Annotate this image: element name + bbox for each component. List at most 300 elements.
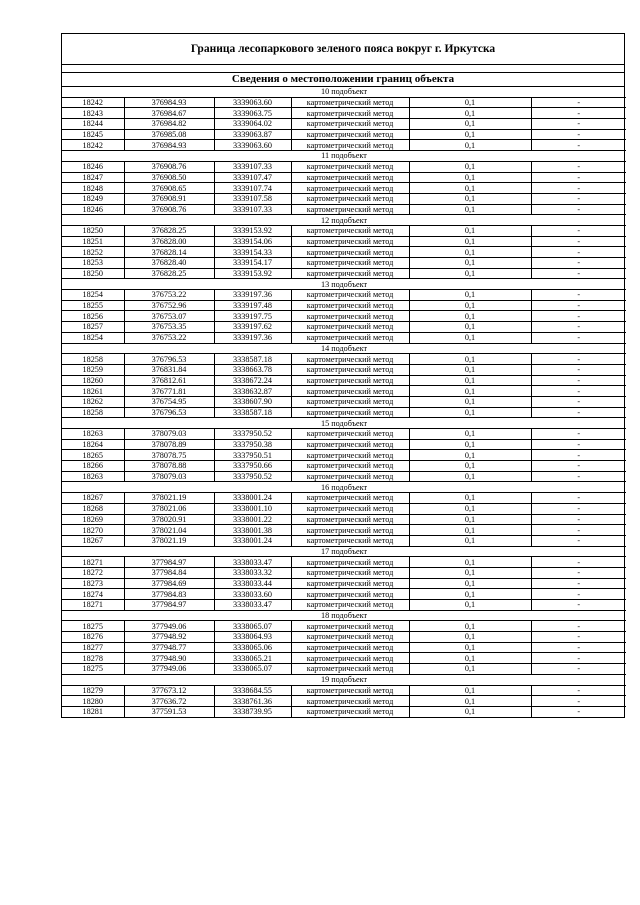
method-cell: картометрический метод <box>291 461 409 472</box>
point-number-cell: 18269 <box>62 514 124 525</box>
description-cell: - <box>531 311 626 322</box>
point-number-cell: 18259 <box>62 364 124 375</box>
y-coordinate-cell: 3338663.78 <box>214 364 291 375</box>
x-coordinate-cell: 377984.97 <box>124 600 214 611</box>
x-coordinate-cell: 376828.25 <box>124 268 214 279</box>
method-cell: картометрический метод <box>291 258 409 269</box>
table-row <box>62 311 626 322</box>
y-coordinate-cell: 3337950.52 <box>214 429 291 440</box>
table-row <box>62 386 626 397</box>
table-row <box>62 364 626 375</box>
accuracy-cell: 0,1 <box>409 664 531 675</box>
point-number-cell: 18252 <box>62 247 124 258</box>
y-coordinate-cell: 3338587.18 <box>214 407 291 418</box>
table-row <box>62 503 626 514</box>
subobject-label: 13 подобъект <box>62 279 626 290</box>
description-cell: - <box>531 258 626 269</box>
description-cell: - <box>531 514 626 525</box>
method-cell: картометрический метод <box>291 119 409 130</box>
accuracy-cell: 0,1 <box>409 696 531 707</box>
description-cell: - <box>531 97 626 108</box>
accuracy-cell: 0,1 <box>409 706 531 716</box>
y-coordinate-cell: 3339197.48 <box>214 300 291 311</box>
y-coordinate-cell: 3339107.33 <box>214 204 291 215</box>
method-cell: картометрический метод <box>291 685 409 696</box>
table-row <box>62 696 626 707</box>
point-number-cell: 18258 <box>62 407 124 418</box>
y-coordinate-cell: 3339154.17 <box>214 258 291 269</box>
table-row <box>62 642 626 653</box>
coordinates-table <box>62 87 626 717</box>
subobject-label: 14 подобъект <box>62 343 626 354</box>
point-number-cell: 18254 <box>62 332 124 343</box>
table-row <box>62 129 626 140</box>
method-cell: картометрический метод <box>291 354 409 365</box>
point-number-cell: 18245 <box>62 129 124 140</box>
point-number-cell: 18280 <box>62 696 124 707</box>
method-cell: картометрический метод <box>291 450 409 461</box>
x-coordinate-cell: 378021.06 <box>124 503 214 514</box>
subobject-header-row <box>62 151 626 162</box>
y-coordinate-cell: 3338065.06 <box>214 642 291 653</box>
table-row <box>62 685 626 696</box>
description-cell: - <box>531 183 626 194</box>
point-number-cell: 18264 <box>62 439 124 450</box>
method-cell: картометрический метод <box>291 300 409 311</box>
x-coordinate-cell: 376831.84 <box>124 364 214 375</box>
description-cell: - <box>531 578 626 589</box>
point-number-cell: 18243 <box>62 108 124 119</box>
x-coordinate-cell: 378078.88 <box>124 461 214 472</box>
y-coordinate-cell: 3339107.33 <box>214 161 291 172</box>
accuracy-cell: 0,1 <box>409 471 531 482</box>
point-number-cell: 18267 <box>62 493 124 504</box>
accuracy-cell: 0,1 <box>409 642 531 653</box>
accuracy-cell: 0,1 <box>409 578 531 589</box>
subobject-label: 12 подобъект <box>62 215 626 226</box>
subobject-header-row <box>62 546 626 557</box>
method-cell: картометрический метод <box>291 471 409 482</box>
y-coordinate-cell: 3338001.24 <box>214 493 291 504</box>
accuracy-cell: 0,1 <box>409 364 531 375</box>
y-coordinate-cell: 3339063.87 <box>214 129 291 140</box>
description-cell: - <box>531 706 626 716</box>
y-coordinate-cell: 3339064.02 <box>214 119 291 130</box>
description-cell: - <box>531 450 626 461</box>
description-cell: - <box>531 236 626 247</box>
method-cell: картометрический метод <box>291 535 409 546</box>
point-number-cell: 18250 <box>62 225 124 236</box>
y-coordinate-cell: 3338672.24 <box>214 375 291 386</box>
table-row <box>62 290 626 301</box>
x-coordinate-cell: 378021.19 <box>124 493 214 504</box>
x-coordinate-cell: 377984.69 <box>124 578 214 589</box>
accuracy-cell: 0,1 <box>409 247 531 258</box>
document-title: Граница лесопаркового зеленого пояса вокруг г. Иркутска <box>62 34 624 65</box>
subobject-header-row <box>62 418 626 429</box>
table-row <box>62 471 626 482</box>
x-coordinate-cell: 378079.03 <box>124 429 214 440</box>
x-coordinate-cell: 377984.83 <box>124 589 214 600</box>
x-coordinate-cell: 377984.84 <box>124 567 214 578</box>
method-cell: картометрический метод <box>291 557 409 568</box>
table-row <box>62 632 626 643</box>
table-row <box>62 183 626 194</box>
method-cell: картометрический метод <box>291 386 409 397</box>
accuracy-cell: 0,1 <box>409 300 531 311</box>
x-coordinate-cell: 376754.95 <box>124 396 214 407</box>
description-cell: - <box>531 268 626 279</box>
accuracy-cell: 0,1 <box>409 600 531 611</box>
x-coordinate-cell: 377673.12 <box>124 685 214 696</box>
description-cell: - <box>531 600 626 611</box>
accuracy-cell: 0,1 <box>409 653 531 664</box>
description-cell: - <box>531 429 626 440</box>
table-row <box>62 119 626 130</box>
table-row <box>62 396 626 407</box>
table-row <box>62 300 626 311</box>
x-coordinate-cell: 376753.22 <box>124 290 214 301</box>
description-cell: - <box>531 696 626 707</box>
y-coordinate-cell: 3338065.21 <box>214 653 291 664</box>
description-cell: - <box>531 172 626 183</box>
point-number-cell: 18266 <box>62 461 124 472</box>
method-cell: картометрический метод <box>291 653 409 664</box>
method-cell: картометрический метод <box>291 696 409 707</box>
subobject-header-row <box>62 610 626 621</box>
subobject-label: 16 подобъект <box>62 482 626 493</box>
point-number-cell: 18263 <box>62 471 124 482</box>
subobject-label: 17 подобъект <box>62 546 626 557</box>
method-cell: картометрический метод <box>291 632 409 643</box>
method-cell: картометрический метод <box>291 503 409 514</box>
table-row <box>62 429 626 440</box>
accuracy-cell: 0,1 <box>409 557 531 568</box>
point-number-cell: 18262 <box>62 396 124 407</box>
method-cell: картометрический метод <box>291 664 409 675</box>
method-cell: картометрический метод <box>291 429 409 440</box>
x-coordinate-cell: 376771.81 <box>124 386 214 397</box>
accuracy-cell: 0,1 <box>409 129 531 140</box>
point-number-cell: 18248 <box>62 183 124 194</box>
y-coordinate-cell: 3338033.47 <box>214 557 291 568</box>
method-cell: картометрический метод <box>291 439 409 450</box>
accuracy-cell: 0,1 <box>409 258 531 269</box>
accuracy-cell: 0,1 <box>409 429 531 440</box>
y-coordinate-cell: 3338033.32 <box>214 567 291 578</box>
accuracy-cell: 0,1 <box>409 685 531 696</box>
table-row <box>62 258 626 269</box>
point-number-cell: 18265 <box>62 450 124 461</box>
description-cell: - <box>531 332 626 343</box>
x-coordinate-cell: 376828.00 <box>124 236 214 247</box>
table-row <box>62 407 626 418</box>
x-coordinate-cell: 376908.50 <box>124 172 214 183</box>
x-coordinate-cell: 377949.06 <box>124 664 214 675</box>
point-number-cell: 18249 <box>62 193 124 204</box>
y-coordinate-cell: 3339063.60 <box>214 140 291 151</box>
point-number-cell: 18257 <box>62 322 124 333</box>
x-coordinate-cell: 376812.61 <box>124 375 214 386</box>
y-coordinate-cell: 3339154.33 <box>214 247 291 258</box>
accuracy-cell: 0,1 <box>409 311 531 322</box>
x-coordinate-cell: 376984.93 <box>124 97 214 108</box>
subobject-header-row <box>62 674 626 685</box>
description-cell: - <box>531 108 626 119</box>
y-coordinate-cell: 3338001.24 <box>214 535 291 546</box>
x-coordinate-cell: 376984.82 <box>124 119 214 130</box>
subobject-label: 19 подобъект <box>62 674 626 685</box>
table-row <box>62 140 626 151</box>
accuracy-cell: 0,1 <box>409 332 531 343</box>
x-coordinate-cell: 376984.93 <box>124 140 214 151</box>
accuracy-cell: 0,1 <box>409 119 531 130</box>
point-number-cell: 18253 <box>62 258 124 269</box>
method-cell: картометрический метод <box>291 621 409 632</box>
document-page <box>61 33 625 718</box>
table-row <box>62 450 626 461</box>
table-row <box>62 600 626 611</box>
method-cell: картометрический метод <box>291 172 409 183</box>
table-row <box>62 653 626 664</box>
table-row <box>62 589 626 600</box>
method-cell: картометрический метод <box>291 332 409 343</box>
point-number-cell: 18242 <box>62 97 124 108</box>
x-coordinate-cell: 376984.67 <box>124 108 214 119</box>
description-cell: - <box>531 621 626 632</box>
x-coordinate-cell: 376908.76 <box>124 161 214 172</box>
description-cell: - <box>531 290 626 301</box>
method-cell: картометрический метод <box>291 706 409 716</box>
method-cell: картометрический метод <box>291 140 409 151</box>
table-row <box>62 493 626 504</box>
description-cell: - <box>531 140 626 151</box>
method-cell: картометрический метод <box>291 578 409 589</box>
accuracy-cell: 0,1 <box>409 525 531 536</box>
y-coordinate-cell: 3339153.92 <box>214 268 291 279</box>
y-coordinate-cell: 3339107.58 <box>214 193 291 204</box>
method-cell: картометрический метод <box>291 589 409 600</box>
table-row <box>62 268 626 279</box>
subobject-label: 18 подобъект <box>62 610 626 621</box>
table-row <box>62 225 626 236</box>
x-coordinate-cell: 376985.08 <box>124 129 214 140</box>
table-row <box>62 172 626 183</box>
x-coordinate-cell: 377591.53 <box>124 706 214 716</box>
accuracy-cell: 0,1 <box>409 290 531 301</box>
table-row <box>62 706 626 716</box>
x-coordinate-cell: 377949.06 <box>124 621 214 632</box>
description-cell: - <box>531 503 626 514</box>
accuracy-cell: 0,1 <box>409 621 531 632</box>
x-coordinate-cell: 376753.07 <box>124 311 214 322</box>
method-cell: картометрический метод <box>291 97 409 108</box>
y-coordinate-cell: 3338065.07 <box>214 664 291 675</box>
subobject-header-row <box>62 343 626 354</box>
y-coordinate-cell: 3339197.36 <box>214 332 291 343</box>
subobject-label: 11 подобъект <box>62 151 626 162</box>
description-cell: - <box>531 364 626 375</box>
x-coordinate-cell: 376908.65 <box>124 183 214 194</box>
subobject-header-row <box>62 87 626 97</box>
point-number-cell: 18255 <box>62 300 124 311</box>
y-coordinate-cell: 3337950.66 <box>214 461 291 472</box>
point-number-cell: 18263 <box>62 429 124 440</box>
point-number-cell: 18246 <box>62 161 124 172</box>
description-cell: - <box>531 439 626 450</box>
table-row <box>62 332 626 343</box>
y-coordinate-cell: 3339197.62 <box>214 322 291 333</box>
description-cell: - <box>531 525 626 536</box>
point-number-cell: 18277 <box>62 642 124 653</box>
x-coordinate-cell: 378021.19 <box>124 535 214 546</box>
description-cell: - <box>531 642 626 653</box>
x-coordinate-cell: 376796.53 <box>124 407 214 418</box>
subobject-label: 15 подобъект <box>62 418 626 429</box>
accuracy-cell: 0,1 <box>409 268 531 279</box>
point-number-cell: 18272 <box>62 567 124 578</box>
x-coordinate-cell: 378021.04 <box>124 525 214 536</box>
y-coordinate-cell: 3339107.47 <box>214 172 291 183</box>
accuracy-cell: 0,1 <box>409 386 531 397</box>
point-number-cell: 18267 <box>62 535 124 546</box>
y-coordinate-cell: 3338739.95 <box>214 706 291 716</box>
method-cell: картометрический метод <box>291 108 409 119</box>
description-cell: - <box>531 300 626 311</box>
method-cell: картометрический метод <box>291 225 409 236</box>
y-coordinate-cell: 3339197.75 <box>214 311 291 322</box>
description-cell: - <box>531 535 626 546</box>
table-row <box>62 439 626 450</box>
method-cell: картометрический метод <box>291 183 409 194</box>
x-coordinate-cell: 376753.35 <box>124 322 214 333</box>
method-cell: картометрический метод <box>291 364 409 375</box>
accuracy-cell: 0,1 <box>409 439 531 450</box>
accuracy-cell: 0,1 <box>409 375 531 386</box>
point-number-cell: 18276 <box>62 632 124 643</box>
accuracy-cell: 0,1 <box>409 97 531 108</box>
accuracy-cell: 0,1 <box>409 322 531 333</box>
accuracy-cell: 0,1 <box>409 461 531 472</box>
method-cell: картометрический метод <box>291 493 409 504</box>
x-coordinate-cell: 377948.77 <box>124 642 214 653</box>
point-number-cell: 18279 <box>62 685 124 696</box>
description-cell: - <box>531 685 626 696</box>
x-coordinate-cell: 376752.96 <box>124 300 214 311</box>
y-coordinate-cell: 3338001.38 <box>214 525 291 536</box>
x-coordinate-cell: 376828.40 <box>124 258 214 269</box>
accuracy-cell: 0,1 <box>409 535 531 546</box>
x-coordinate-cell: 376796.53 <box>124 354 214 365</box>
y-coordinate-cell: 3338033.60 <box>214 589 291 600</box>
x-coordinate-cell: 378020.91 <box>124 514 214 525</box>
point-number-cell: 18260 <box>62 375 124 386</box>
y-coordinate-cell: 3339153.92 <box>214 225 291 236</box>
point-number-cell: 18250 <box>62 268 124 279</box>
table-row <box>62 108 626 119</box>
point-number-cell: 18275 <box>62 621 124 632</box>
table-row <box>62 193 626 204</box>
subobject-header-row <box>62 215 626 226</box>
table-row <box>62 557 626 568</box>
method-cell: картометрический метод <box>291 600 409 611</box>
description-cell: - <box>531 225 626 236</box>
accuracy-cell: 0,1 <box>409 225 531 236</box>
description-cell: - <box>531 632 626 643</box>
table-row <box>62 535 626 546</box>
accuracy-cell: 0,1 <box>409 140 531 151</box>
description-cell: - <box>531 129 626 140</box>
point-number-cell: 18258 <box>62 354 124 365</box>
accuracy-cell: 0,1 <box>409 236 531 247</box>
method-cell: картометрический метод <box>291 567 409 578</box>
method-cell: картометрический метод <box>291 525 409 536</box>
point-number-cell: 18247 <box>62 172 124 183</box>
description-cell: - <box>531 193 626 204</box>
table-row <box>62 354 626 365</box>
x-coordinate-cell: 377948.90 <box>124 653 214 664</box>
accuracy-cell: 0,1 <box>409 589 531 600</box>
method-cell: картометрический метод <box>291 204 409 215</box>
x-coordinate-cell: 378078.89 <box>124 439 214 450</box>
y-coordinate-cell: 3338587.18 <box>214 354 291 365</box>
point-number-cell: 18270 <box>62 525 124 536</box>
accuracy-cell: 0,1 <box>409 108 531 119</box>
table-row <box>62 567 626 578</box>
accuracy-cell: 0,1 <box>409 193 531 204</box>
subobject-header-row <box>62 279 626 290</box>
subobject-header-row <box>62 482 626 493</box>
method-cell: картометрический метод <box>291 407 409 418</box>
point-number-cell: 18271 <box>62 557 124 568</box>
method-cell: картометрический метод <box>291 161 409 172</box>
point-number-cell: 18278 <box>62 653 124 664</box>
description-cell: - <box>531 471 626 482</box>
x-coordinate-cell: 377984.97 <box>124 557 214 568</box>
y-coordinate-cell: 3339107.74 <box>214 183 291 194</box>
description-cell: - <box>531 161 626 172</box>
accuracy-cell: 0,1 <box>409 183 531 194</box>
table-row <box>62 161 626 172</box>
y-coordinate-cell: 3337950.38 <box>214 439 291 450</box>
y-coordinate-cell: 3339063.60 <box>214 97 291 108</box>
x-coordinate-cell: 376908.91 <box>124 193 214 204</box>
accuracy-cell: 0,1 <box>409 172 531 183</box>
method-cell: картометрический метод <box>291 396 409 407</box>
accuracy-cell: 0,1 <box>409 354 531 365</box>
table-row <box>62 578 626 589</box>
point-number-cell: 18251 <box>62 236 124 247</box>
table-row <box>62 514 626 525</box>
description-cell: - <box>531 664 626 675</box>
y-coordinate-cell: 3338065.07 <box>214 621 291 632</box>
method-cell: картометрический метод <box>291 311 409 322</box>
table-row <box>62 621 626 632</box>
description-cell: - <box>531 375 626 386</box>
y-coordinate-cell: 3339154.06 <box>214 236 291 247</box>
x-coordinate-cell: 376828.14 <box>124 247 214 258</box>
point-number-cell: 18256 <box>62 311 124 322</box>
description-cell: - <box>531 557 626 568</box>
accuracy-cell: 0,1 <box>409 161 531 172</box>
table-row <box>62 525 626 536</box>
y-coordinate-cell: 3338064.93 <box>214 632 291 643</box>
accuracy-cell: 0,1 <box>409 567 531 578</box>
x-coordinate-cell: 377948.92 <box>124 632 214 643</box>
table-row <box>62 664 626 675</box>
y-coordinate-cell: 3339063.75 <box>214 108 291 119</box>
y-coordinate-cell: 3339197.36 <box>214 290 291 301</box>
